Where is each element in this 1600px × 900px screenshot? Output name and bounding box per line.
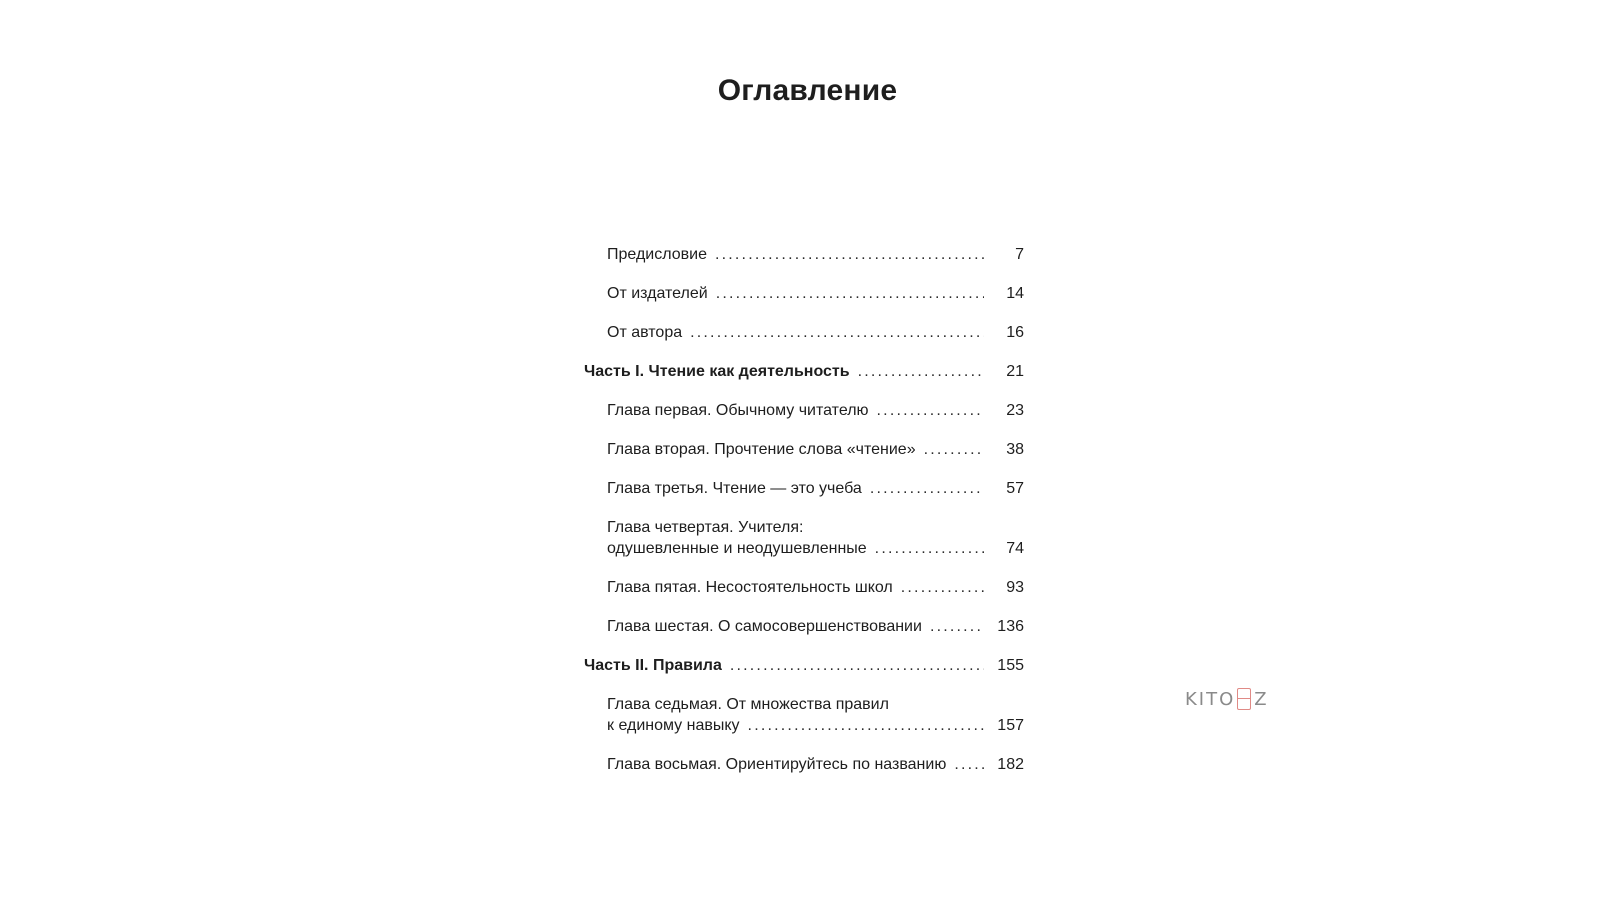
toc-entry-line	[584, 517, 1024, 538]
toc-leader-dots	[875, 538, 984, 559]
toc-entry-title: к единому навыку	[607, 717, 740, 734]
toc-leader-dots	[858, 361, 984, 382]
toc-entry	[584, 577, 1024, 598]
toc-entry	[584, 322, 1024, 343]
toc-entry-title: Часть I. Чтение как деятельность	[584, 363, 850, 380]
toc-entry	[584, 694, 1024, 736]
toc-page-number: 23	[1006, 402, 1024, 419]
toc-entry-title: Глава первая. Обычному читателю	[607, 402, 869, 419]
toc-page-number: 182	[997, 756, 1024, 773]
toc-page-number: 16	[1006, 324, 1024, 341]
publisher-logo	[1185, 688, 1269, 710]
page-title: Оглавление	[717, 74, 898, 107]
toc-entry-title: От издателей	[607, 285, 708, 302]
toc-entry-line	[584, 439, 1024, 460]
toc-page-number: 38	[1006, 441, 1024, 458]
toc-entry-line	[584, 694, 1024, 715]
toc-page-number: 93	[1006, 579, 1024, 596]
toc-page-number: 136	[997, 618, 1024, 635]
toc-entry-title: Глава шестая. О самосовершенствовании	[607, 618, 922, 635]
toc-entry-title: Глава седьмая. От множества правил	[607, 696, 889, 713]
toc-entry	[584, 754, 1024, 775]
toc-entry	[584, 400, 1024, 421]
toc-entry-line	[584, 400, 1024, 421]
toc-leader-dots	[690, 322, 984, 343]
toc-part-entry	[584, 361, 1024, 382]
toc-entry-title: Часть II. Правила	[584, 657, 722, 674]
toc-entry-title: Глава пятая. Несостоятельность школ	[607, 579, 893, 596]
toc-entry-line	[584, 754, 1024, 775]
toc-leader-dots	[954, 754, 984, 775]
toc-page-number: 155	[997, 657, 1024, 674]
toc-entry-title: Глава вторая. Прочтение слова «чтение»	[607, 441, 916, 458]
toc-entry-line	[584, 655, 1024, 676]
toc-leader-dots	[748, 715, 984, 736]
toc-entry	[584, 283, 1024, 304]
toc-entry-line	[584, 715, 1024, 736]
toc-leader-dots	[877, 400, 984, 421]
toc-entry-line	[584, 361, 1024, 382]
toc-entry	[584, 439, 1024, 460]
toc-leader-dots	[901, 577, 984, 598]
toc-page-number: 74	[1006, 540, 1024, 557]
toc-leader-dots	[716, 283, 984, 304]
toc-page-number: 7	[1015, 246, 1024, 263]
toc-part-entry	[584, 655, 1024, 676]
toc-entry-line	[584, 322, 1024, 343]
toc-entry	[584, 244, 1024, 265]
toc-entry	[584, 616, 1024, 637]
toc-page-number: 14	[1006, 285, 1024, 302]
logo-text-right: Z	[1254, 688, 1269, 710]
book-b-icon	[1237, 688, 1251, 710]
toc-leader-dots	[730, 655, 984, 676]
toc-leader-dots	[924, 439, 984, 460]
toc-page-number: 157	[997, 717, 1024, 734]
logo-text-left: KITO	[1185, 688, 1236, 710]
toc-page-number: 21	[1006, 363, 1024, 380]
toc-leader-dots	[930, 616, 984, 637]
toc-leader-dots	[870, 478, 984, 499]
toc-entry-line	[584, 478, 1024, 499]
toc-entry-line	[584, 283, 1024, 304]
toc-entry	[584, 517, 1024, 559]
toc-entry	[584, 478, 1024, 499]
toc-page-number: 57	[1006, 480, 1024, 497]
toc-entry-title: От автора	[607, 324, 683, 341]
toc-entry-line	[584, 244, 1024, 265]
toc-entry-title: Глава четвертая. Учителя:	[607, 519, 804, 536]
toc-entry-title: Глава третья. Чтение — это учеба	[607, 480, 862, 497]
toc-entry-line	[584, 577, 1024, 598]
toc-entry-title: Предисловие	[607, 246, 707, 263]
toc-entry-title: одушевленные и неодушевленные	[607, 540, 867, 557]
toc-entry-line	[584, 538, 1024, 559]
toc-leader-dots	[715, 244, 984, 265]
toc-entry-title: Глава восьмая. Ориентируйтесь по названию	[607, 756, 947, 773]
toc-entry-line	[584, 616, 1024, 637]
